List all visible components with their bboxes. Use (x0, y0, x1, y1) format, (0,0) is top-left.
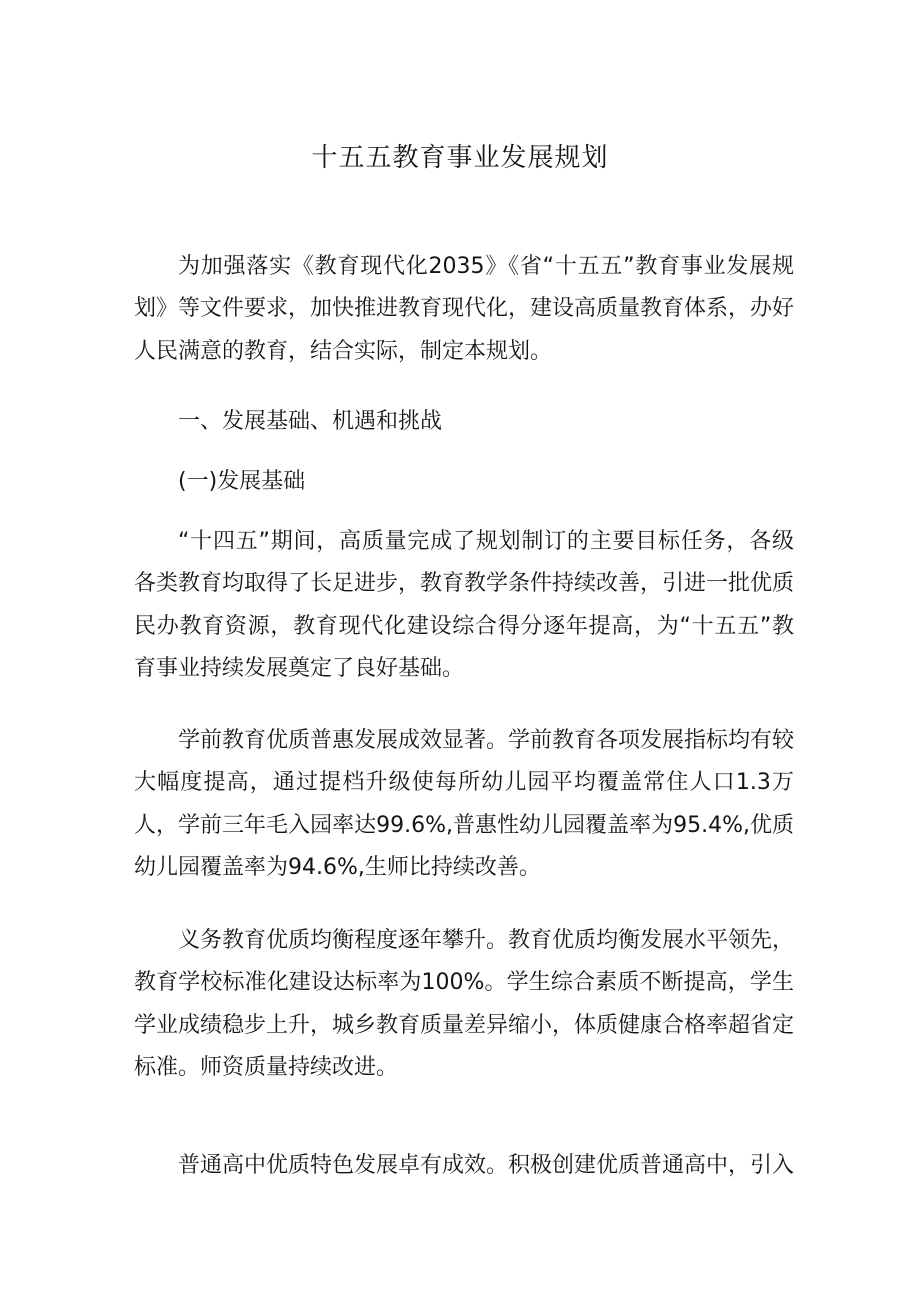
intro-paragraph: 为加强落实《教育现代化2035》《省“十五五”教育事业发展规划》等文件要求，加快推进教育现代化，建设高质量教育体系，办好人民满意的教育，结合实际，制定本规划。 (134, 254, 795, 364)
basis-paragraph: “十四五”期间，高质量完成了规划制订的主要目标任务，各级各类教育均取得了长足进步，教育教学条件持续改善，引进一批优质民办教育资源，教育现代化建设综合得分逐年提高，为“十五五”教育事业持续发展奠定了良好基础。 (134, 529, 795, 681)
compulsory-education-paragraph: 义务教育优质均衡程度逐年攀升。教育优质均衡发展水平领先，教育学校标准化建设达标率为100%。学生综合素质不断提高，学生学业成绩稳步上升，城乡教育质量差异缩小，体质健康合格率超省定标准。师资质量持续改进。 (134, 928, 795, 1080)
preschool-paragraph: 学前教育优质普惠发展成效显著。学前教育各项发展指标均有较大幅度提高，通过提档升级使每所幼儿园平均覆盖常住人口1.3万人，学前三年毛入园率达99.6%,普惠性幼儿园覆盖率为95.4%,优质幼儿园覆盖率为94.6%,生师比持续改善。 (134, 728, 795, 880)
subsection-heading: (一)发展基础 (178, 469, 306, 494)
high-school-paragraph: 普通高中优质特色发展卓有成效。积极创建优质普通高中，引入 (178, 1153, 795, 1178)
document-title: 十五五教育事业发展规划 (311, 143, 609, 173)
section-heading: 一、发展基础、机遇和挑战 (178, 409, 443, 434)
